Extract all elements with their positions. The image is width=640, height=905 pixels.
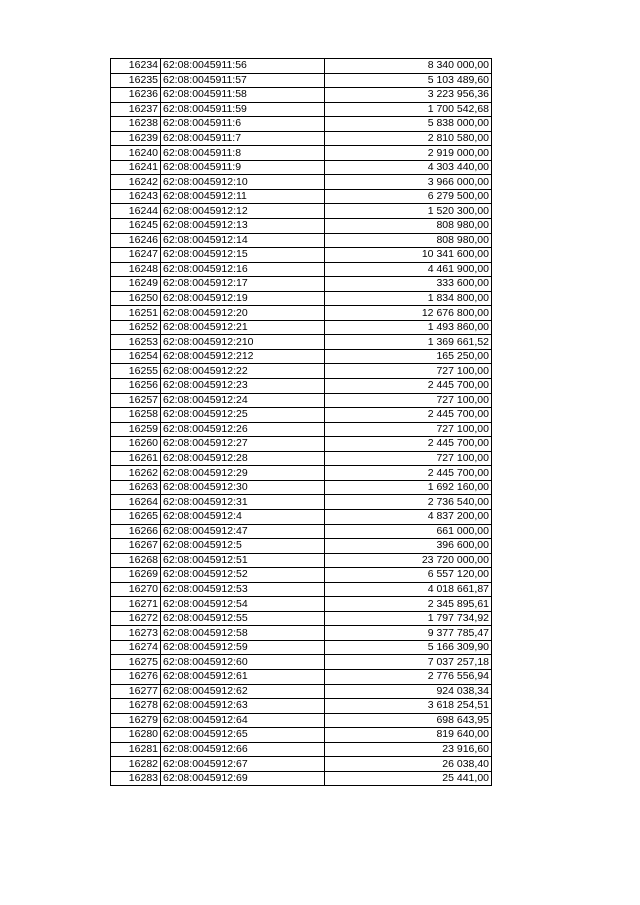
cadastral-value-cell: 6 557 120,00 — [325, 568, 492, 583]
row-number-cell: 16257 — [111, 393, 161, 408]
cadastral-value-cell: 6 279 500,00 — [325, 189, 492, 204]
table-row — [111, 160, 492, 175]
cadastral-value-cell: 7 037 257,18 — [325, 655, 492, 670]
table-row — [111, 495, 492, 510]
row-number-cell: 16259 — [111, 422, 161, 437]
table-row — [111, 597, 492, 612]
cadastral-number-cell: 62:08:0045912:28 — [161, 451, 325, 466]
cadastral-number-cell: 62:08:0045912:69 — [161, 771, 325, 786]
cadastral-number-cell: 62:08:0045912:61 — [161, 669, 325, 684]
cadastral-number-cell: 62:08:0045912:27 — [161, 437, 325, 452]
row-number-cell: 16268 — [111, 553, 161, 568]
table-row — [111, 204, 492, 219]
row-number-cell: 16243 — [111, 189, 161, 204]
row-number-cell: 16262 — [111, 466, 161, 481]
cadastral-value-cell: 2 445 700,00 — [325, 437, 492, 452]
cadastral-value-cell: 1 493 860,00 — [325, 320, 492, 335]
cadastral-value-cell: 1 692 160,00 — [325, 480, 492, 495]
table-row — [111, 291, 492, 306]
cadastral-value-cell: 727 100,00 — [325, 451, 492, 466]
table-row — [111, 189, 492, 204]
cadastral-value-cell: 23 720 000,00 — [325, 553, 492, 568]
row-number-cell: 16276 — [111, 669, 161, 684]
row-number-cell: 16236 — [111, 88, 161, 103]
table-row — [111, 219, 492, 234]
table-row — [111, 509, 492, 524]
cadastral-number-cell: 62:08:0045912:14 — [161, 233, 325, 248]
table-row — [111, 699, 492, 714]
table-row — [111, 539, 492, 554]
cadastral-value-cell: 2 810 580,00 — [325, 131, 492, 146]
table-row — [111, 349, 492, 364]
cadastral-number-cell: 62:08:0045912:54 — [161, 597, 325, 612]
row-number-cell: 16261 — [111, 451, 161, 466]
cadastral-number-cell: 62:08:0045911:7 — [161, 131, 325, 146]
row-number-cell: 16242 — [111, 175, 161, 190]
cadastral-value-cell: 10 341 600,00 — [325, 248, 492, 263]
table-row — [111, 117, 492, 132]
cadastral-number-cell: 62:08:0045912:20 — [161, 306, 325, 321]
cadastral-number-cell: 62:08:0045912:60 — [161, 655, 325, 670]
row-number-cell: 16251 — [111, 306, 161, 321]
cadastral-value-cell: 9 377 785,47 — [325, 626, 492, 641]
cadastral-value-cell: 808 980,00 — [325, 219, 492, 234]
cadastral-number-cell: 62:08:0045912:4 — [161, 509, 325, 524]
cadastral-value-cell: 5 838 000,00 — [325, 117, 492, 132]
table-row — [111, 451, 492, 466]
table-row — [111, 175, 492, 190]
cadastral-value-cell: 25 441,00 — [325, 771, 492, 786]
cadastral-value-cell: 4 461 900,00 — [325, 262, 492, 277]
table-row — [111, 553, 492, 568]
table-row — [111, 568, 492, 583]
table-row — [111, 655, 492, 670]
row-number-cell: 16282 — [111, 757, 161, 772]
table-row — [111, 757, 492, 772]
row-number-cell: 16252 — [111, 320, 161, 335]
cadastral-number-cell: 62:08:0045912:13 — [161, 219, 325, 234]
cadastral-number-cell: 62:08:0045912:25 — [161, 408, 325, 423]
cadastral-number-cell: 62:08:0045912:210 — [161, 335, 325, 350]
cadastral-number-cell: 62:08:0045911:56 — [161, 59, 325, 74]
cadastral-number-cell: 62:08:0045912:65 — [161, 728, 325, 743]
row-number-cell: 16283 — [111, 771, 161, 786]
cadastral-number-cell: 62:08:0045912:52 — [161, 568, 325, 583]
row-number-cell: 16234 — [111, 59, 161, 74]
row-number-cell: 16239 — [111, 131, 161, 146]
cadastral-number-cell: 62:08:0045912:5 — [161, 539, 325, 554]
cadastral-number-cell: 62:08:0045912:47 — [161, 524, 325, 539]
cadastral-value-cell: 5 103 489,60 — [325, 73, 492, 88]
table-row — [111, 364, 492, 379]
table-row — [111, 713, 492, 728]
cadastral-value-cell: 1 700 542,68 — [325, 102, 492, 117]
cadastral-number-cell: 62:08:0045912:16 — [161, 262, 325, 277]
table-row — [111, 262, 492, 277]
row-number-cell: 16237 — [111, 102, 161, 117]
table-row — [111, 233, 492, 248]
table-row — [111, 524, 492, 539]
row-number-cell: 16278 — [111, 699, 161, 714]
cadastral-number-cell: 62:08:0045912:212 — [161, 349, 325, 364]
cadastral-value-cell: 396 600,00 — [325, 539, 492, 554]
table-row — [111, 73, 492, 88]
cadastral-number-cell: 62:08:0045912:64 — [161, 713, 325, 728]
cadastral-number-cell: 62:08:0045912:63 — [161, 699, 325, 714]
cadastral-number-cell: 62:08:0045912:55 — [161, 611, 325, 626]
table-row — [111, 393, 492, 408]
table-row — [111, 669, 492, 684]
cadastral-value-cell: 4 303 440,00 — [325, 160, 492, 175]
cadastral-value-cell: 1 369 661,52 — [325, 335, 492, 350]
table-row — [111, 320, 492, 335]
cadastral-number-cell: 62:08:0045912:12 — [161, 204, 325, 219]
row-number-cell: 16273 — [111, 626, 161, 641]
row-number-cell: 16247 — [111, 248, 161, 263]
cadastral-number-cell: 62:08:0045911:58 — [161, 88, 325, 103]
cadastral-number-cell: 62:08:0045912:11 — [161, 189, 325, 204]
table-row — [111, 335, 492, 350]
cadastral-value-cell: 2 736 540,00 — [325, 495, 492, 510]
cadastral-value-cell: 661 000,00 — [325, 524, 492, 539]
row-number-cell: 16267 — [111, 539, 161, 554]
cadastral-number-cell: 62:08:0045912:30 — [161, 480, 325, 495]
cadastral-number-cell: 62:08:0045911:9 — [161, 160, 325, 175]
cadastral-value-cell: 165 250,00 — [325, 349, 492, 364]
cadastral-value-cell: 333 600,00 — [325, 277, 492, 292]
cadastral-value-cell: 924 038,34 — [325, 684, 492, 699]
row-number-cell: 16245 — [111, 219, 161, 234]
cadastral-value-cell: 2 919 000,00 — [325, 146, 492, 161]
row-number-cell: 16250 — [111, 291, 161, 306]
table-row — [111, 626, 492, 641]
row-number-cell: 16235 — [111, 73, 161, 88]
cadastral-number-cell: 62:08:0045912:53 — [161, 582, 325, 597]
cadastral-value-cell: 1 797 734,92 — [325, 611, 492, 626]
cadastral-value-cell: 698 643,95 — [325, 713, 492, 728]
cadastral-value-cell: 2 445 700,00 — [325, 379, 492, 394]
table-row — [111, 379, 492, 394]
cadastral-number-cell: 62:08:0045912:23 — [161, 379, 325, 394]
cadastral-number-cell: 62:08:0045912:51 — [161, 553, 325, 568]
cadastral-number-cell: 62:08:0045912:26 — [161, 422, 325, 437]
cadastral-value-cell: 12 676 800,00 — [325, 306, 492, 321]
cadastral-value-cell: 26 038,40 — [325, 757, 492, 772]
row-number-cell: 16260 — [111, 437, 161, 452]
row-number-cell: 16264 — [111, 495, 161, 510]
cadastral-value-cell: 727 100,00 — [325, 393, 492, 408]
cadastral-number-cell: 62:08:0045911:59 — [161, 102, 325, 117]
row-number-cell: 16269 — [111, 568, 161, 583]
table-row — [111, 422, 492, 437]
row-number-cell: 16263 — [111, 480, 161, 495]
cadastral-number-cell: 62:08:0045912:66 — [161, 742, 325, 757]
row-number-cell: 16265 — [111, 509, 161, 524]
table-row — [111, 131, 492, 146]
cadastral-value-cell: 8 340 000,00 — [325, 59, 492, 74]
row-number-cell: 16255 — [111, 364, 161, 379]
cadastral-number-cell: 62:08:0045912:15 — [161, 248, 325, 263]
row-number-cell: 16279 — [111, 713, 161, 728]
table-row — [111, 771, 492, 786]
cadastral-number-cell: 62:08:0045911:57 — [161, 73, 325, 88]
table-row — [111, 102, 492, 117]
cadastral-value-cell: 23 916,60 — [325, 742, 492, 757]
cadastral-number-cell: 62:08:0045912:59 — [161, 640, 325, 655]
table-row — [111, 408, 492, 423]
cadastral-number-cell: 62:08:0045912:21 — [161, 320, 325, 335]
table-row — [111, 59, 492, 74]
cadastral-number-cell: 62:08:0045912:58 — [161, 626, 325, 641]
table-row — [111, 146, 492, 161]
table-body — [111, 59, 492, 786]
row-number-cell: 16275 — [111, 655, 161, 670]
table-row — [111, 742, 492, 757]
cadastral-value-cell: 2 345 895,61 — [325, 597, 492, 612]
cadastral-number-cell: 62:08:0045912:31 — [161, 495, 325, 510]
cadastral-number-cell: 62:08:0045912:22 — [161, 364, 325, 379]
cadastral-value-cell: 2 776 556,94 — [325, 669, 492, 684]
cadastral-number-cell: 62:08:0045912:24 — [161, 393, 325, 408]
table-row — [111, 611, 492, 626]
table-row — [111, 466, 492, 481]
cadastral-value-cell: 819 640,00 — [325, 728, 492, 743]
cadastral-value-cell: 1 834 800,00 — [325, 291, 492, 306]
cadastral-number-cell: 62:08:0045912:19 — [161, 291, 325, 306]
row-number-cell: 16274 — [111, 640, 161, 655]
cadastral-number-cell: 62:08:0045912:67 — [161, 757, 325, 772]
row-number-cell: 16253 — [111, 335, 161, 350]
row-number-cell: 16272 — [111, 611, 161, 626]
cadastral-number-cell: 62:08:0045911:6 — [161, 117, 325, 132]
cadastral-value-cell: 727 100,00 — [325, 422, 492, 437]
row-number-cell: 16254 — [111, 349, 161, 364]
cadastral-number-cell: 62:08:0045912:17 — [161, 277, 325, 292]
cadastral-value-cell: 3 223 956,36 — [325, 88, 492, 103]
row-number-cell: 16238 — [111, 117, 161, 132]
cadastral-value-cell: 2 445 700,00 — [325, 408, 492, 423]
cadastral-number-cell: 62:08:0045911:8 — [161, 146, 325, 161]
table-row — [111, 277, 492, 292]
row-number-cell: 16266 — [111, 524, 161, 539]
row-number-cell: 16246 — [111, 233, 161, 248]
table-row — [111, 684, 492, 699]
row-number-cell: 16240 — [111, 146, 161, 161]
cadastral-value-cell: 4 018 661,87 — [325, 582, 492, 597]
cadastral-value-cell: 5 166 309,90 — [325, 640, 492, 655]
cadastral-value-table — [110, 58, 492, 786]
row-number-cell: 16244 — [111, 204, 161, 219]
row-number-cell: 16270 — [111, 582, 161, 597]
cadastral-value-cell: 4 837 200,00 — [325, 509, 492, 524]
cadastral-number-cell: 62:08:0045912:29 — [161, 466, 325, 481]
row-number-cell: 16271 — [111, 597, 161, 612]
cadastral-value-cell: 1 520 300,00 — [325, 204, 492, 219]
table-row — [111, 728, 492, 743]
row-number-cell: 16281 — [111, 742, 161, 757]
cadastral-value-cell: 3 966 000,00 — [325, 175, 492, 190]
row-number-cell: 16241 — [111, 160, 161, 175]
row-number-cell: 16277 — [111, 684, 161, 699]
table-row — [111, 480, 492, 495]
table-row — [111, 306, 492, 321]
table-row — [111, 582, 492, 597]
row-number-cell: 16248 — [111, 262, 161, 277]
cadastral-value-cell: 727 100,00 — [325, 364, 492, 379]
table-row — [111, 248, 492, 263]
row-number-cell: 16256 — [111, 379, 161, 394]
cadastral-value-cell: 808 980,00 — [325, 233, 492, 248]
cadastral-value-cell: 3 618 254,51 — [325, 699, 492, 714]
cadastral-value-cell: 2 445 700,00 — [325, 466, 492, 481]
row-number-cell: 16258 — [111, 408, 161, 423]
cadastral-number-cell: 62:08:0045912:10 — [161, 175, 325, 190]
row-number-cell: 16249 — [111, 277, 161, 292]
table-row — [111, 640, 492, 655]
table-row — [111, 88, 492, 103]
row-number-cell: 16280 — [111, 728, 161, 743]
cadastral-number-cell: 62:08:0045912:62 — [161, 684, 325, 699]
table-row — [111, 437, 492, 452]
